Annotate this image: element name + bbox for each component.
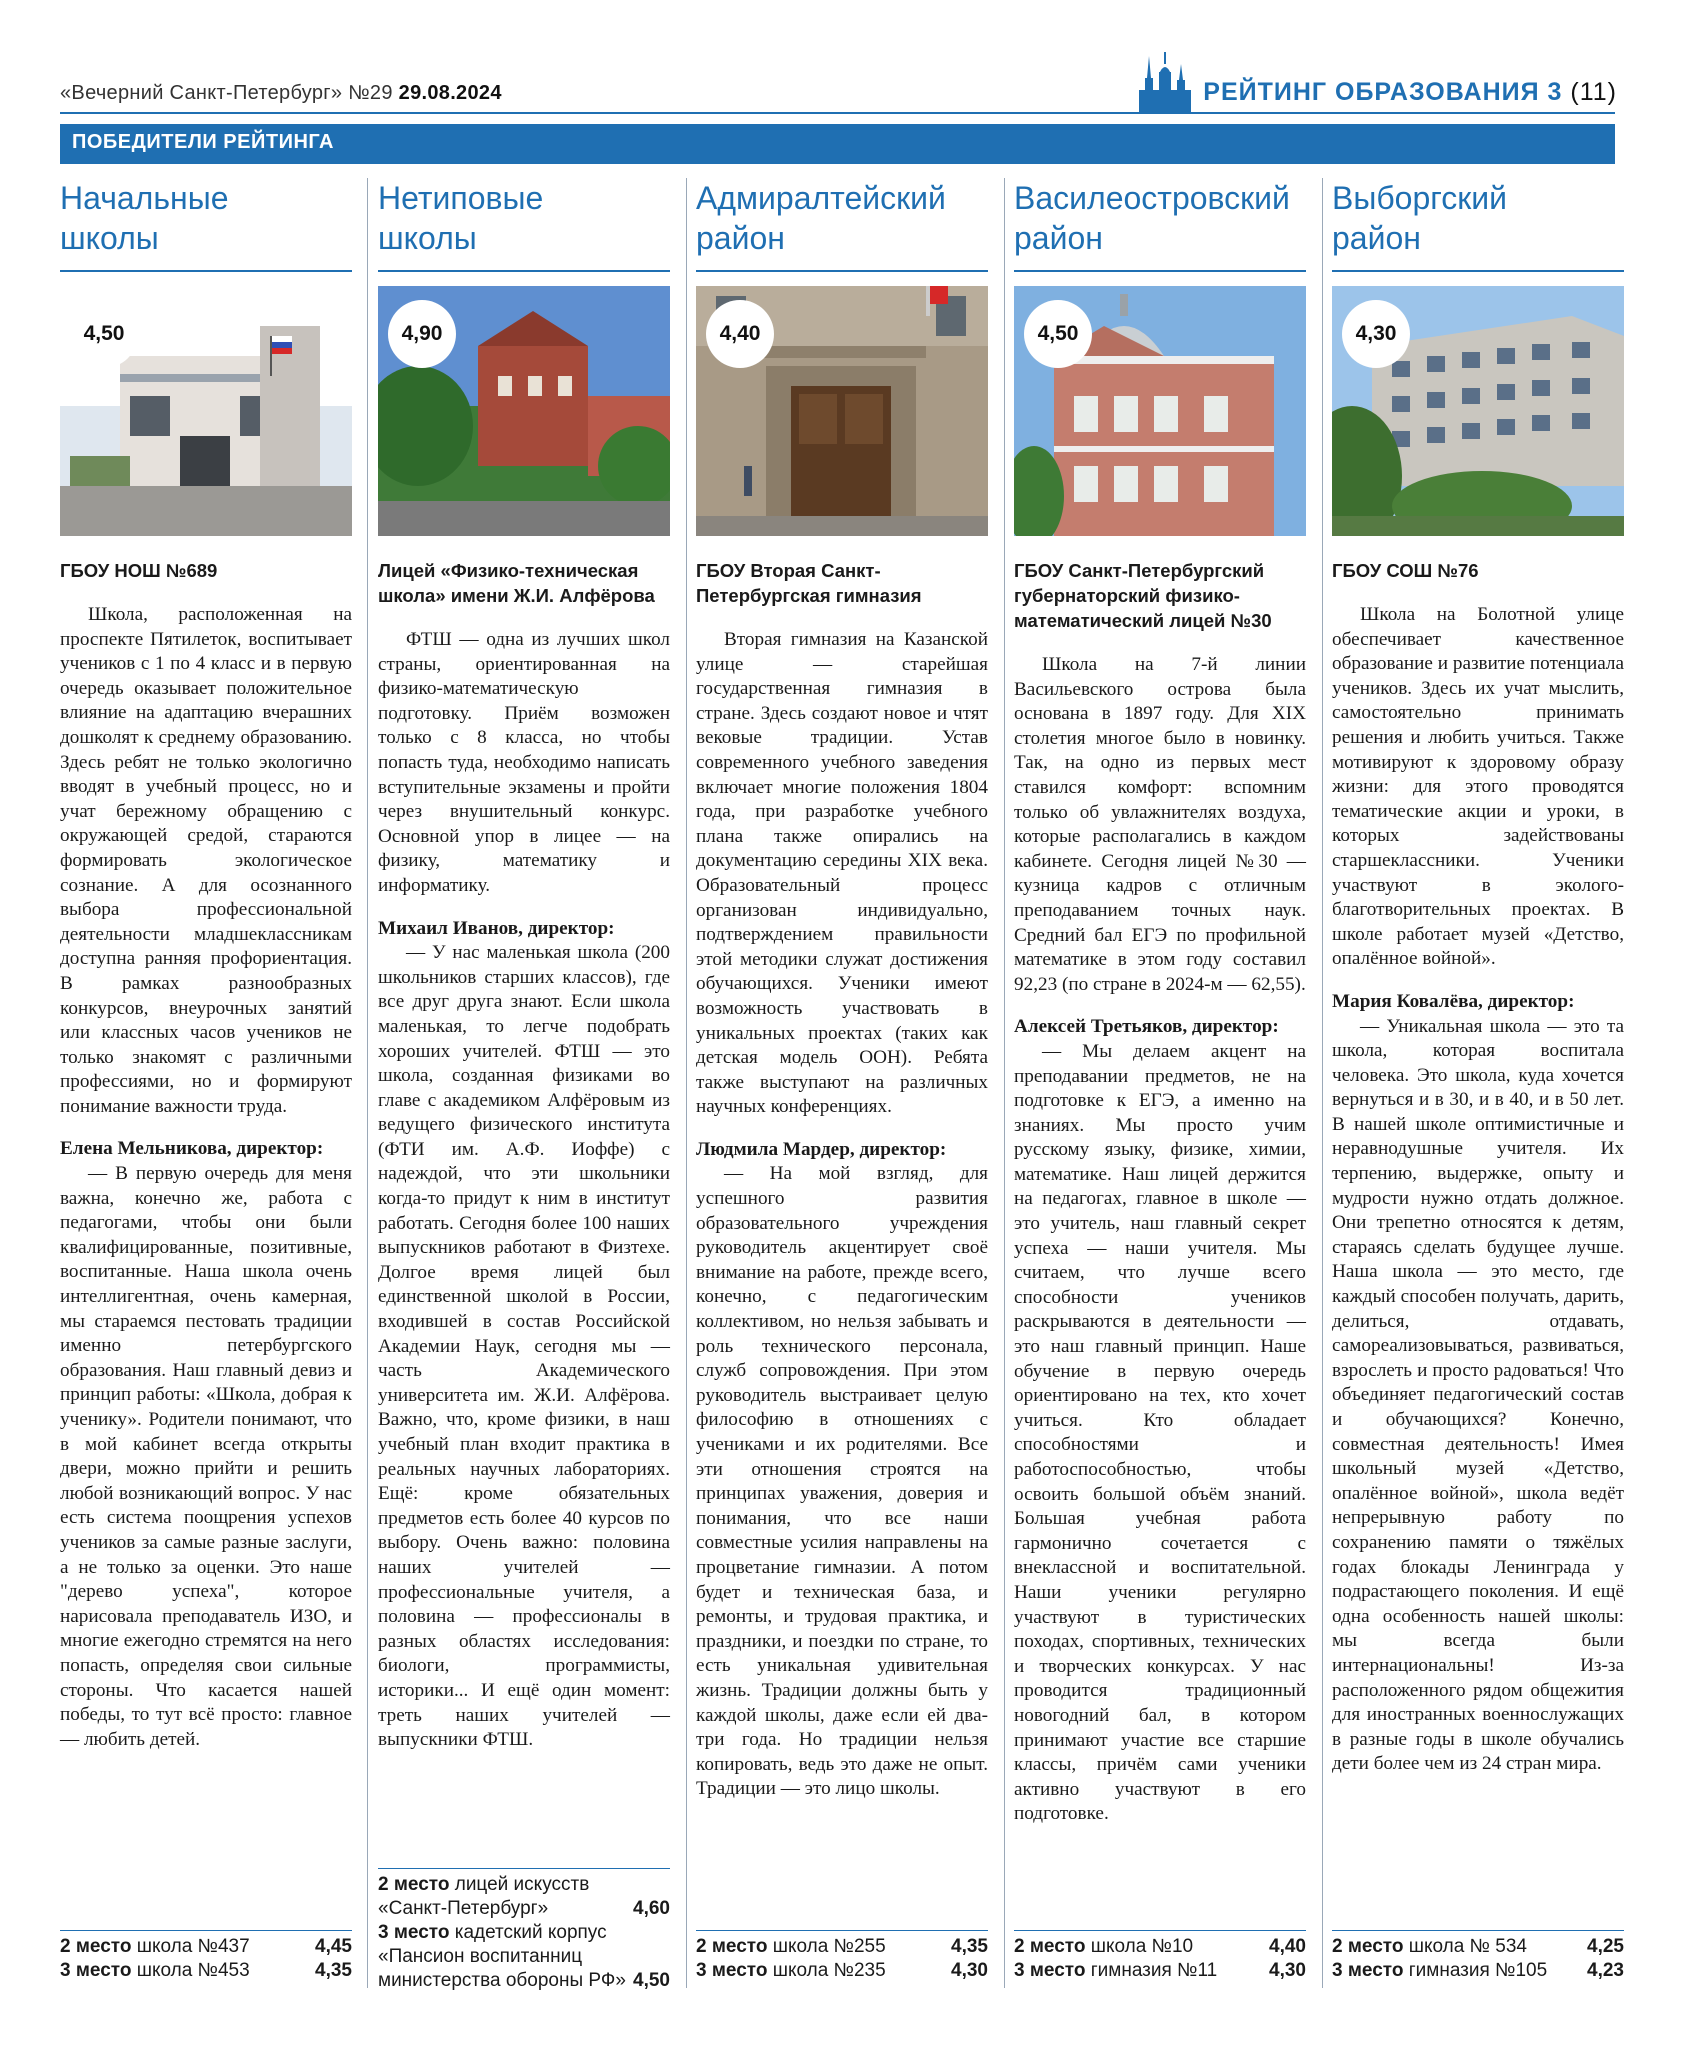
director-name: Елена Мельникова, директор: — [60, 1138, 324, 1160]
place-school: школа №453 — [136, 1960, 250, 1981]
director-quote: — В первую очередь для меня важна, конечно же, работа с педагогами, чтобы они были квалифицированные, позитивные, воспитанные. Наша школа очень интеллигентная, очень камерная, мы стараемся пестовать традиции именно петербургского образования. Наш главный девиз и принцип работы: «Школа, добрая к ученику». Родители понимают, что в мой кабинет всегда открыты двери, можно прийти и решить любой возникающий вопрос. У нас есть система поощрения успехов учеников за самые разные заслуги, а не только за оценки. Это наше "дерево успеха", которое нарисовала преподаватель ИЗО, и многие ежегодно стремятся на него попасть, определяя свои сильные стороны. Что касается нашей победы, то тут всё просто: главное — любить детей. — [60, 1163, 352, 1750]
category-heading — [696, 178, 988, 272]
article-body — [696, 628, 988, 1802]
school-photo — [696, 286, 988, 536]
category-line2: район — [1332, 220, 1421, 256]
category-line1: Выборгский — [1332, 180, 1507, 216]
place-label: 3 место — [60, 1960, 132, 1981]
place-score: 4,35 — [951, 1936, 988, 1957]
place-label: 2 место — [696, 1936, 768, 1957]
category-heading — [1332, 178, 1624, 272]
place-school: лицей искусств «Санкт-Петербург» — [378, 1874, 590, 1919]
page-number: (11) — [1570, 78, 1617, 106]
place-score: 4,25 — [1587, 1936, 1624, 1957]
category-line2: район — [696, 220, 785, 256]
category-line2: район — [1014, 220, 1103, 256]
place-row — [1332, 1935, 1624, 1959]
issue-date: 29.08.2024 — [398, 82, 502, 104]
place-school: гимназия №11 — [1090, 1960, 1218, 1981]
spb-skyline-icon — [1135, 50, 1195, 112]
place-school: кадетский корпус «Пансион воспитанниц министерства обороны РФ» — [378, 1922, 626, 1991]
school-name: Лицей «Физико-техническая школа» имени Ж.И. Алфёрова — [378, 560, 655, 606]
director-quote: — На мой взгляд, для успешного развития образовательного учреждения руководитель акцентирует своё внимание на работе, прежде всего, конечно, с педагогическим коллективом, но нельзя забывать и роль технического персонала, служб сопровождения. При этом руководитель выстраивает целую философию в отношениях с учениками и их родителями. Все эти отношения строятся на принципах уважения, доверия и понимания, что все наши совместные усилия направлены на процветание гимназии. А потом будет и техническая база, и ремонты, и трудовая практика, и праздники, и поездки по стране, то есть уникальная удивительная жизнь. Традиции должны быть у каждой школы, даже если ей два-три года. Но традиции нельзя копировать, ведь это даже не опыт. Традиции — это лицо школы. — [696, 1163, 988, 1800]
column-divider — [1004, 178, 1005, 1988]
school-name: ГБОУ Вторая Санкт-Петербургская гимназия — [696, 560, 922, 606]
place-school: школа №10 — [1090, 1936, 1194, 1957]
rating-score-badge: 4,30 — [1342, 300, 1410, 368]
place-score: 4,30 — [1269, 1960, 1306, 1981]
column-vyborgsky — [1332, 178, 1624, 1981]
place-school: школа №255 — [772, 1936, 886, 1957]
director-name: Мария Ковалёва, директор: — [1332, 990, 1575, 1012]
column-admiralteysky — [696, 178, 988, 1981]
masthead — [60, 82, 502, 105]
place-label: 3 место — [1014, 1960, 1086, 1981]
place-label: 2 место — [60, 1936, 132, 1957]
rating-score-badge: 4,90 — [388, 300, 456, 368]
rating-score-badge: 4,50 — [1024, 300, 1092, 368]
article-body — [1014, 653, 1306, 1827]
runner-up-places — [60, 1930, 352, 1983]
place-label: 3 место — [696, 1960, 768, 1981]
place-row — [60, 1935, 352, 1959]
place-row — [378, 1921, 670, 1993]
header-rule — [60, 112, 1615, 114]
school-photo — [1332, 286, 1624, 536]
section-name: РЕЙТИНГ ОБРАЗОВАНИЯ 3 — [1203, 78, 1563, 106]
school-name: ГБОУ НОШ №689 — [60, 560, 218, 581]
place-score: 4,60 — [633, 1898, 670, 1919]
place-label: 2 место — [1332, 1936, 1404, 1957]
column-divider — [1322, 178, 1323, 1988]
director-quote: — Уникальная школа — это та школа, которая воспитала человека. Это школа, куда хочется вернуться и в 30, и в 40, и в 50 лет. В нашей школе оптимистичные и неравнодушные учителя. Их терпению, выдержке, опыту и мудрости нужно отдать должное. Они трепетно относятся к детям, стараясь сделать будущее лучше. Наша школа — это место, где каждый способен получать, дарить, делиться, отдавать, самореализовываться, развиваться, взрослеть и просто радоваться! Что объединяет педагогический состав и обучающихся? Конечно, совместная деятельность! Имея школьный музей «Детство, опалённое войной», школа ведёт непрерывную работу по сохранению памяти о тяжёлых годах блокады Ленинграда у подрастающего поколения. И ещё одна особенность нашей школы: мы всегда были интернациональны! Из-за расположенного рядом общежития для иностранных военнослужащих в разные годы в школе обучались дети более чем из 24 стран мира. — [1332, 1015, 1624, 1775]
director-name: Людмила Мардер, директор: — [696, 1138, 947, 1160]
director-name: Алексей Третьяков, директор: — [1014, 1016, 1279, 1038]
place-score: 4,35 — [315, 1960, 352, 1981]
place-row — [1014, 1959, 1306, 1983]
column-nonstandard-schools — [378, 178, 670, 1991]
place-row — [60, 1959, 352, 1983]
banner-title: ПОБЕДИТЕЛИ РЕЙТИНГА — [72, 131, 334, 153]
rating-score-badge: 4,50 — [70, 300, 138, 368]
school-photo — [378, 286, 670, 536]
place-school: школа № 534 — [1408, 1936, 1527, 1957]
place-school: школа №235 — [772, 1960, 886, 1981]
place-row — [696, 1959, 988, 1983]
place-score: 4,45 — [315, 1936, 352, 1957]
school-photo — [1014, 286, 1306, 536]
place-score: 4,40 — [1269, 1936, 1306, 1957]
place-score: 4,23 — [1587, 1960, 1624, 1981]
category-heading — [1014, 178, 1306, 272]
place-row — [378, 1873, 670, 1921]
place-row — [696, 1935, 988, 1959]
article-body — [378, 628, 670, 1753]
runner-up-places — [1014, 1930, 1306, 1983]
column-divider — [686, 178, 687, 1988]
place-school: школа №437 — [136, 1936, 250, 1957]
school-name: ГБОУ Санкт-Петербургский губернаторский физико-математический лицей №30 — [1014, 560, 1272, 631]
place-label: 3 место — [1332, 1960, 1404, 1981]
runner-up-places — [1332, 1930, 1624, 1983]
director-quote: — Мы делаем акцент на преподавании предметов, не на подготовке к ЕГЭ, а именно на знаниях. Мы просто учим русскому языку, физике, химии, математике. Наш лицей держится на педагогах, главное в школе — это учитель, наш главный секрет успеха — наши учителя. Мы считаем, что лучше всего способности учеников раскрываются в деятельности — это наш главный принцип. Наше обучение в первую очередь ориентировано на тех, кто хочет учиться. Кто обладает способностями и работоспособностью, чтобы освоить большой объём знаний. Большая учебная работа гармонично сочетается с внеклассной и воспитательной. Наши ученики регулярно участвуют в туристических походах, спортивных, технических и творческих конкурсах. У нас проводится традиционный новогодний бал, в котором принимают участие все старшие классы, причём сами ученики активно участвуют в его подготовке. — [1014, 1040, 1306, 1825]
column-vasileostrovsky — [1014, 178, 1306, 1981]
article-text: Школа, расположенная на проспекте Пятилеток, воспитывает учеников с 1 по 4 класс и в первую очередь оказывает положительное влияние на адаптацию вчерашних дошколят к среднему образованию. Здесь ребят не только экологично вводят в учебный процесс, но и учат бережному обращению с окружающей средой, стараются формировать экологическое сознание. А для осознанного выбора профессиональной деятельности младшеклассникам доступна ранняя профориентация. В рамках разнообразных конкурсов, внеурочных занятий или классных часов учеников не только знакомят с различными профессиями, но и формируют понимание важности труда. — [60, 604, 352, 1117]
place-row — [1014, 1935, 1306, 1959]
director-quote: — У нас маленькая школа (200 школьников старших классов), где все друг друга знают. Если школа маленькая, то легче подобрать хороших учителей. ФТШ — это школа, созданная физиками во главе с академиком Алфёровым из ведущего физического института (ФТИ им. А.Ф. Иоффе) с надеждой, что эти школьники когда-то придут к ним в институт работать. Сегодня более 100 наших выпускников работают в Физтехе. Долгое время лицей был единственной школой в России, входившей в состав Российской Академии Наук, сегодня мы — часть Академического университета им. Ж.И. Алфёрова. Важно, что, кроме физики, в наш учебный план входит практика в реальных научных лабораториях. Ещё: кроме обязательных предметов есть более 40 курсов по выбору. Очень важно: половина наших учителей — профессиональные учителя, а половина — профессионалы в разных областях исследования: биологи, программисты, историки... И ещё один момент: треть наших учителей — выпускники ФТШ. — [378, 942, 670, 1751]
place-score: 4,50 — [633, 1970, 670, 1991]
runner-up-places — [696, 1930, 988, 1983]
rating-score-badge: 4,40 — [706, 300, 774, 368]
category-line1: Нетиповые — [378, 180, 544, 216]
category-heading — [60, 178, 352, 272]
place-label: 2 место — [378, 1874, 450, 1895]
publication-name: «Вечерний Санкт-Петербург» №29 — [60, 82, 393, 104]
category-line1: Василеостровский — [1014, 180, 1290, 216]
place-row — [1332, 1959, 1624, 1983]
place-score: 4,30 — [951, 1960, 988, 1981]
category-heading — [378, 178, 670, 272]
article-text: Школа на Болотной улице обеспечивает качественное образование и развитие потенциала учеников. Здесь их учат мыслить, самостоятельно принимать решения и любить учиться. Также мотивируют к здоровому образу жизни: для этого проводятся тематические акции и уроки, в которых задействованы старшеклассники. Ученики участвуют в эколого-благотворительных проектах. В школе работает музей «Детство, опалённое войной». — [1332, 604, 1624, 970]
article-text: Вторая гимназия на Казанской улице — старейшая государственная гимназия в стране. Здесь создают новое и чтят вековые традиции. Устав современного учебного заведения включает многие положения 1804 года, при разработке учебного плана также опирались на документацию середины XIX века. Образовательный процесс организован индивидуально, подтверждением правильности этой методики служат достижения обучающихся. Ученики имеют возможность участвовать в уникальных проектах (таких как детская модель ООН). Ребята также выступают на различных научных конференциях. — [696, 629, 988, 1118]
school-name: ГБОУ СОШ №76 — [1332, 560, 1479, 581]
category-line2: школы — [378, 220, 477, 256]
category-line1: Начальные — [60, 180, 229, 216]
place-label: 2 место — [1014, 1936, 1086, 1957]
column-divider — [367, 178, 368, 1988]
article-body — [1332, 603, 1624, 1777]
article-body — [60, 603, 352, 1752]
place-label: 3 место — [378, 1922, 450, 1943]
category-line2: школы — [60, 220, 159, 256]
runner-up-places — [378, 1868, 670, 1993]
director-name: Михаил Иванов, директор: — [378, 917, 615, 939]
article-text: Школа на 7-й линии Васильевского острова была основана в 1897 году. Для XIX столетия многое было в новинку. Так, на одно из первых мест ставился комфорт: вспомним только об увлажнителях воздуха, которые располагались в каждом кабинете. Сегодня лицей №30 — кузница кадров с отличным преподаванием точных наук. Средний бал ЕГЭ по профильной математике в этом году составил 92,23 (по стране в 2024-м — 62,55). — [1014, 654, 1306, 995]
section-title — [1203, 78, 1617, 107]
column-primary-schools — [60, 178, 352, 1981]
article-text: ФТШ — одна из лучших школ страны, ориентированная на физико-математическую подготовку. Приём возможен только с 8 класса, но чтобы попасть туда, необходимо написать вступительные экзамены и пройти через внушительный конкурс. Основной упор в лицее — на физику, математику и информатику. — [378, 629, 670, 896]
category-line1: Адмиралтейский — [696, 180, 946, 216]
place-school: гимназия №105 — [1408, 1960, 1548, 1981]
school-photo — [60, 286, 352, 536]
